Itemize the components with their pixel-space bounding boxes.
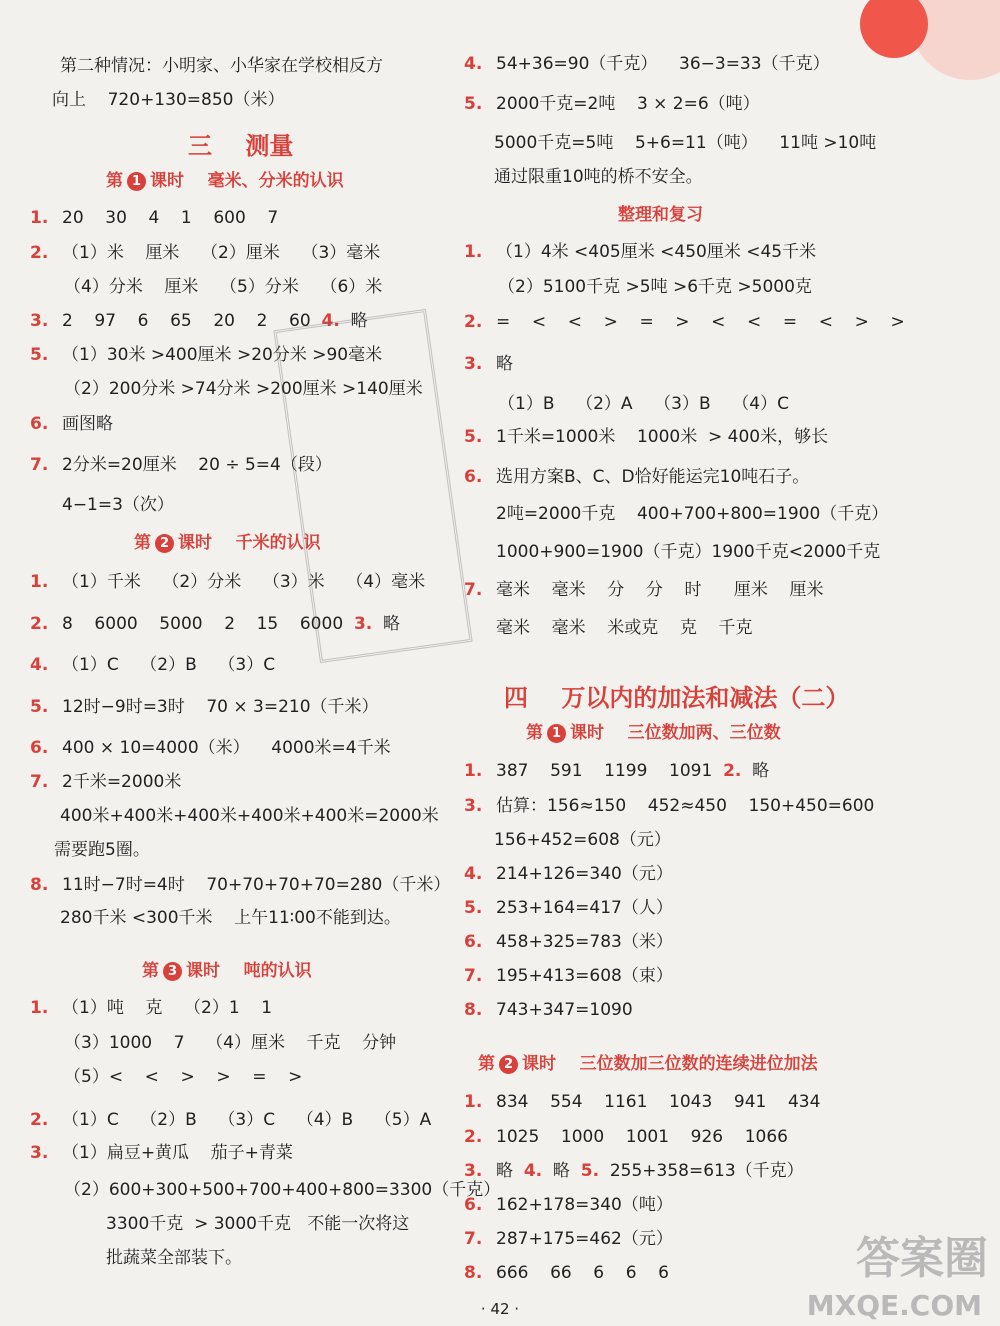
item-number: 6. bbox=[464, 932, 483, 952]
item-answer: 400 × 10=4000（米） 4000米=4千米 bbox=[62, 738, 391, 758]
item-number: 3. bbox=[30, 1143, 49, 1163]
item-answer: 20 30 4 1 600 7 bbox=[62, 208, 279, 228]
text-line: （3）1000 7 （4）厘米 千克 分钟 bbox=[64, 1033, 397, 1053]
item-number: 8. bbox=[30, 875, 49, 895]
text-line: （5）< < > > = > bbox=[64, 1067, 303, 1087]
item-number: 2. bbox=[30, 1110, 49, 1130]
item-answer: 214+126=340（元） bbox=[496, 864, 673, 884]
item-number: 6. bbox=[30, 738, 49, 758]
item-text bbox=[62, 206, 278, 230]
item-number: 3. bbox=[464, 354, 483, 374]
lesson-number-badge: 1 bbox=[547, 724, 566, 743]
item-text bbox=[496, 964, 673, 988]
lesson-prefix: 第 bbox=[478, 1054, 495, 1074]
text-line: 280千米 <300千米 上午11∶00不能到达。 bbox=[60, 908, 401, 928]
page-number: · 42 · bbox=[480, 1300, 520, 1318]
lesson-number-badge: 3 bbox=[163, 962, 182, 981]
lesson-number-badge: 1 bbox=[127, 172, 146, 191]
item-answer: = < < > = > < < = < > > bbox=[496, 312, 905, 332]
lesson-number-badge: 2 bbox=[155, 534, 174, 553]
lesson-title bbox=[142, 956, 312, 981]
item-number: 3. bbox=[464, 796, 483, 816]
inline-item-number: 5. bbox=[580, 1161, 600, 1181]
text-line: 156+452=608（元） bbox=[494, 830, 671, 850]
item-answer: 11时−7时=4时 70+70+70+70=280（千米） bbox=[62, 875, 451, 895]
inline-item-number: 4. bbox=[321, 311, 340, 331]
item-answer: 8 6000 5000 2 15 6000 bbox=[62, 614, 354, 634]
item-text bbox=[496, 1193, 673, 1217]
item-answer: 387 591 1199 1091 bbox=[496, 761, 724, 781]
lesson-name: 课时 三位数加两、三位数 bbox=[570, 723, 781, 743]
item-answer: 54+36=90（千克） 36−3=33（千克） bbox=[496, 54, 830, 74]
lesson-title bbox=[134, 528, 321, 553]
item-text bbox=[496, 794, 874, 818]
item-text bbox=[62, 770, 181, 794]
item-answer: 2分米=20厘米 20 ÷ 5=4（段） bbox=[62, 455, 332, 475]
item-answer: 195+413=608（束） bbox=[496, 966, 673, 986]
lesson-title bbox=[478, 1049, 818, 1074]
item-answer: （1）30米 >400厘米 >20分米 >90毫米 bbox=[62, 345, 383, 365]
item-answer: 2000千克=2吨 3 × 2=6（吨） bbox=[496, 94, 760, 114]
item-number: 1. bbox=[30, 208, 49, 228]
item-number: 3. bbox=[464, 1161, 483, 1181]
item-answer: 287+175=462（元） bbox=[496, 1229, 673, 1249]
item-text bbox=[496, 465, 809, 489]
text-line: （4）分米 厘米 （5）分米 （6）米 bbox=[64, 277, 383, 297]
item-text bbox=[62, 996, 272, 1020]
item-answer: 458+325=783（米） bbox=[496, 932, 673, 952]
item-answer: 略 bbox=[339, 311, 368, 331]
item-answer: 12时−9时=3时 70 × 3=210（千米） bbox=[62, 697, 379, 717]
item-text bbox=[496, 1159, 804, 1183]
item-text bbox=[496, 578, 824, 602]
item-text bbox=[496, 425, 828, 449]
item-number: 1. bbox=[464, 1092, 483, 1112]
item-text bbox=[496, 896, 673, 920]
lesson-name: 课时 吨的认识 bbox=[186, 961, 312, 981]
inline-item-number: 3. bbox=[353, 614, 373, 634]
item-number: 2. bbox=[464, 312, 483, 332]
item-answer: （1）C （2）B （3）C bbox=[62, 655, 276, 675]
item-number: 8. bbox=[464, 1000, 483, 1020]
item-text bbox=[62, 695, 379, 719]
item-text bbox=[496, 1261, 669, 1285]
text-line: 5000千克=5吨 5+6=11（吨） 11吨 >10吨 bbox=[494, 133, 877, 153]
item-number: 5. bbox=[464, 94, 483, 114]
item-answer: 毫米 毫米 分 分 时 厘米 厘米 bbox=[496, 580, 824, 600]
lesson-title bbox=[618, 200, 703, 225]
item-text bbox=[496, 998, 633, 1022]
text-line: 第二种情况：小明家、小华家在学校相反方 bbox=[60, 56, 383, 76]
item-number: 7. bbox=[464, 580, 483, 600]
item-answer: 2 97 6 65 20 2 60 bbox=[62, 311, 322, 331]
text-line: （2）5100千克 >5吨 >6千克 >5000克 bbox=[498, 277, 812, 297]
item-text bbox=[496, 92, 760, 116]
item-number: 2. bbox=[30, 614, 49, 634]
item-answer: （1）4米 <405厘米 <450厘米 <45千米 bbox=[496, 242, 817, 262]
item-answer: 253+164=417（人） bbox=[496, 898, 673, 918]
item-answer: 743+347=1090 bbox=[496, 1000, 633, 1020]
item-text bbox=[496, 352, 513, 376]
inline-item-number: 2. bbox=[723, 761, 742, 781]
item-text bbox=[496, 759, 769, 783]
item-number: 4. bbox=[464, 54, 483, 74]
item-number: 5. bbox=[30, 345, 49, 365]
text-line: 毫米 毫米 米或克 克 千克 bbox=[496, 618, 753, 638]
lesson-name: 课时 千米的认识 bbox=[178, 533, 321, 553]
item-answer: 834 554 1161 1043 941 434 bbox=[496, 1092, 821, 1112]
item-number: 5. bbox=[464, 898, 483, 918]
inline-item-number: 4. bbox=[523, 1161, 543, 1181]
item-answer: 255+358=613（千克） bbox=[599, 1161, 804, 1181]
text-line: 400米+400米+400米+400米+400米=2000米 bbox=[60, 806, 439, 826]
watermark-logo: 答案圈 bbox=[856, 1233, 988, 1284]
item-text bbox=[62, 412, 113, 436]
item-text bbox=[496, 240, 816, 264]
lesson-prefix: 第 bbox=[134, 533, 151, 553]
item-number: 7. bbox=[464, 1229, 483, 1249]
item-text bbox=[496, 862, 673, 886]
text-line: 需要跑5圈。 bbox=[54, 840, 150, 860]
item-number: 7. bbox=[30, 455, 49, 475]
text-line: （2）600+300+500+700+400+800=3300（千克） bbox=[64, 1180, 501, 1200]
item-answer: （1）米 厘米 （2）厘米 （3）毫米 bbox=[62, 243, 381, 263]
item-number: 2. bbox=[30, 243, 49, 263]
item-answer: （1）千米 （2）分米 （3）米 （4）毫米 bbox=[62, 572, 426, 592]
item-number: 5. bbox=[30, 697, 49, 717]
text-line: 4−1=3（次） bbox=[62, 495, 174, 515]
item-number: 1. bbox=[30, 572, 49, 592]
text-line: 向上 720+130=850（米） bbox=[52, 90, 285, 110]
item-text bbox=[496, 1125, 788, 1149]
section-title: 四 万以内的加法和减法（二） bbox=[504, 684, 850, 712]
item-answer: （1）C （2）B （3）C （4）B （5）A bbox=[62, 1110, 432, 1130]
lesson-prefix: 第 bbox=[526, 723, 543, 743]
item-text bbox=[62, 873, 450, 897]
item-answer: 2千米=2000米 bbox=[62, 772, 182, 792]
item-answer: 略 bbox=[496, 1161, 524, 1181]
text-line: 批蔬菜全部装下。 bbox=[106, 1248, 242, 1268]
item-text bbox=[62, 653, 275, 677]
text-line: 1000+900=1900（千克）1900千克<2000千克 bbox=[496, 542, 881, 562]
item-number: 1. bbox=[30, 998, 49, 1018]
item-number: 4. bbox=[464, 864, 483, 884]
item-number: 3. bbox=[30, 311, 49, 331]
stamp-mark bbox=[273, 309, 472, 663]
watermark-url: MXQE.COM bbox=[806, 1289, 982, 1322]
text-line: 2吨=2000千克 400+700+800=1900（千克） bbox=[496, 504, 889, 524]
item-answer: （1）吨 克 （2）1 1 bbox=[62, 998, 273, 1018]
item-answer: 1025 1000 1001 926 1066 bbox=[496, 1127, 788, 1147]
lesson-name: 课时 毫米、分米的认识 bbox=[150, 171, 344, 191]
item-number: 2. bbox=[464, 1127, 483, 1147]
text-line: （2）200分米 >74分米 >200厘米 >140厘米 bbox=[64, 379, 423, 399]
text-line: （1）B （2）A （3）B （4）C bbox=[498, 394, 789, 414]
lesson-title bbox=[106, 166, 344, 191]
item-answer: 选用方案B、C、D恰好能运完10吨石子。 bbox=[496, 467, 810, 487]
item-answer: （1）扁豆+黄瓜 茄子+青菜 bbox=[62, 1143, 293, 1163]
item-text bbox=[62, 736, 391, 760]
text-line: 通过限重10吨的桥不安全。 bbox=[494, 167, 703, 187]
item-answer: 估算：156≈150 452≈450 150+450=600 bbox=[496, 796, 875, 816]
item-number: 7. bbox=[464, 966, 483, 986]
item-number: 6. bbox=[464, 1195, 483, 1215]
lesson-number-badge: 2 bbox=[499, 1055, 518, 1074]
item-answer: 略 bbox=[741, 761, 770, 781]
item-number: 5. bbox=[464, 427, 483, 447]
lesson-title bbox=[526, 718, 781, 743]
item-answer: 162+178=340（吨） bbox=[496, 1195, 673, 1215]
section-title: 三 测量 bbox=[188, 132, 294, 160]
item-text bbox=[496, 310, 905, 334]
lesson-name: 课时 三位数加三位数的连续进位加法 bbox=[522, 1054, 818, 1074]
item-text bbox=[496, 1090, 820, 1114]
item-text bbox=[496, 52, 830, 76]
item-text bbox=[62, 1108, 431, 1132]
lesson-prefix: 第 bbox=[106, 171, 123, 191]
item-answer: 1千米=1000米 1000米 > 400米，够长 bbox=[496, 427, 829, 447]
item-answer: 画图略 bbox=[62, 414, 113, 434]
item-number: 6. bbox=[464, 467, 483, 487]
item-text bbox=[496, 930, 673, 954]
item-text bbox=[62, 241, 380, 265]
item-number: 1. bbox=[464, 242, 483, 262]
item-text bbox=[496, 1227, 673, 1251]
item-number: 8. bbox=[464, 1263, 483, 1283]
item-number: 4. bbox=[30, 655, 49, 675]
item-answer: 略 bbox=[542, 1161, 581, 1181]
lesson-prefix: 第 bbox=[142, 961, 159, 981]
text-line: 3300千克 > 3000千克 不能一次将这 bbox=[106, 1214, 410, 1234]
lesson-name: 整理和复习 bbox=[618, 205, 703, 225]
item-number: 6. bbox=[30, 414, 49, 434]
item-answer: 666 66 6 6 6 bbox=[496, 1263, 669, 1283]
item-number: 7. bbox=[30, 772, 49, 792]
item-text bbox=[62, 1141, 293, 1165]
item-answer: 略 bbox=[372, 614, 401, 634]
item-number: 1. bbox=[464, 761, 483, 781]
item-answer: 略 bbox=[496, 354, 513, 374]
